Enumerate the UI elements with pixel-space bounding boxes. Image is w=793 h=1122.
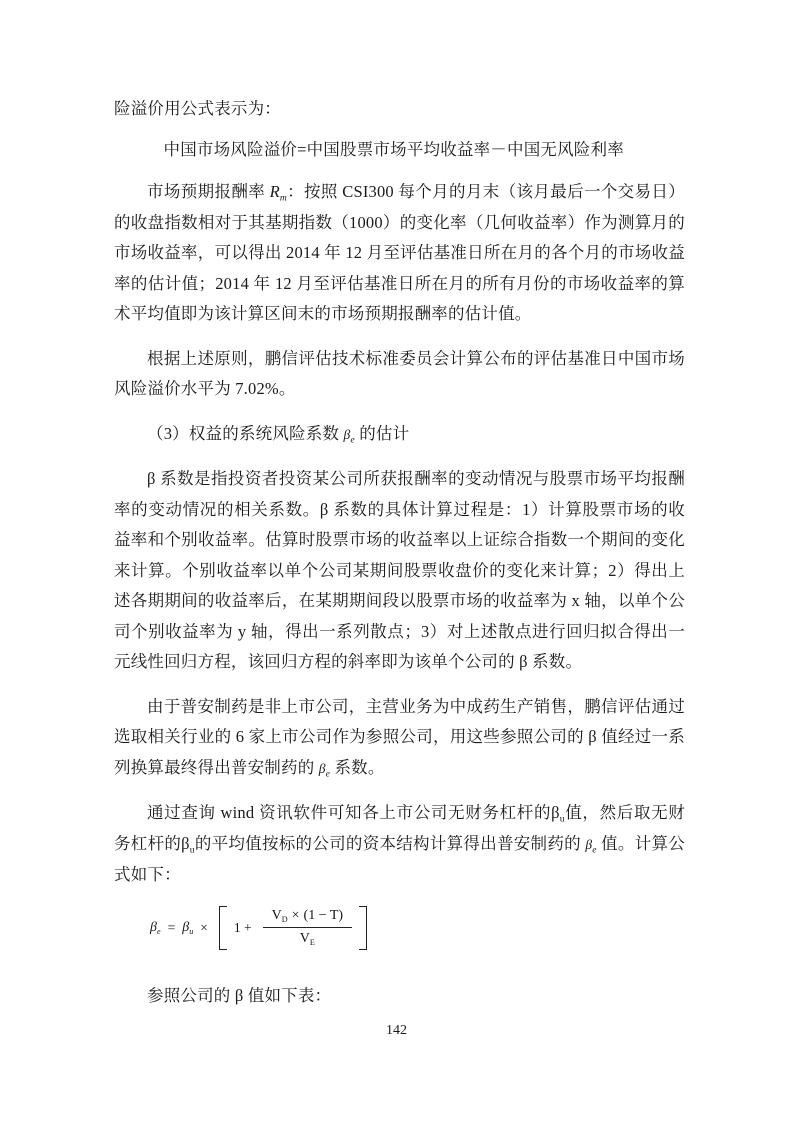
paragraph-expected-market-return: 市场预期报酬率 $R_m$：按照 CSI300 每个月的月末（该月最后一个交易日）的收盘指数相对于其基期指数（1000）的变化率（几何收益率）作为测算月的市场收益率，可以得出 2014 年 12 月至评估基准日所在月的各个月的市场收益率的估计值；2014 年 12 月至评估基准日所在月的所有月份的市场收益率的算术平均值即为该计算区间末的市场预期报酬率的估计值。 (114, 182, 685, 323)
paragraph-wind-query: 通过查询 wind 资讯软件可知各上市公司无财务杠杆的$\beta_u$值，然后取无财务杠杆的$\beta_u$的平均值按标的公司的资本结构计算得出普安制药的 $\beta_e$ 值。计算公式如下： (114, 803, 686, 884)
beta-u-base: β (182, 919, 190, 935)
ve-subscript: E (309, 937, 315, 947)
vd-subscript: D (281, 914, 288, 924)
fraction-denominator (300, 928, 315, 947)
one-plus-term: 1 + (233, 919, 252, 935)
beta-e-subscript: e (156, 926, 161, 936)
multiply-sign: × (200, 919, 208, 935)
paragraph-table-intro: 参照公司的 β 值如下表： (147, 985, 332, 1005)
line-market-risk-premium-equation: 中国市场风险溢价=中国股票市场平均收益率－中国无风险利率 (163, 139, 624, 159)
one-minus-t-term: (1 − T) (303, 908, 344, 923)
beta-e-base: β (150, 919, 157, 935)
beta-u-symbol (182, 920, 193, 936)
levered-beta-formula (150, 899, 685, 957)
paragraph-risk-premium-level: 根据上述原则，鹏信评估技术标准委员会计算公布的评估基准日中国市场风险溢价水平为 7.02%。 (114, 348, 685, 398)
vd-base: V (271, 908, 282, 923)
paragraph-comparable-companies: 由于普安制药是非上市公司，主营业务为中成药生产销售，鹏信评估通过选取相关行业的 6 家上市公司作为参照公司，用这些参照公司的 β 值经过一系列换算最终得出普安制药的 $\beta_e$ 系数。 (114, 696, 685, 779)
right-bracket (359, 906, 367, 950)
left-bracket (219, 906, 227, 950)
numerator-multiply-sign: × (291, 908, 300, 923)
page-number: 142 (386, 1023, 407, 1038)
paragraph-risk-premium-formula-intro: 险溢价用公式表示为： (114, 99, 281, 118)
ve-base: V (299, 931, 310, 946)
equals-sign: = (167, 919, 176, 935)
beta-u-subscript: u (189, 926, 194, 936)
paragraph-beta-definition: β 系数是指投资者投资某公司所获报酬率的变动情况与股票市场平均报酬率的变动情况的相关系数。β 系数的具体计算过程是：1）计算股票市场的收益率和个别收益率。估算时股票市场的收益率以上证综合指数一个期间的变化来计算。个别收益率以单个公司某期间股票收盘价的变化来计算；2）得出上述各期期间的收益率后，在某期期间段以股票市场的收益率为 x 轴，以单个公司个别收益率为 y 轴，得出一系列散点；3）对上述散点进行回归拟合得出一元线性回归方程，该回归方程的斜率即为该单个公司的 β 系数。 (114, 469, 685, 671)
beta-e-symbol (150, 920, 161, 936)
fraction-numerator (263, 908, 352, 928)
page-content (114, 94, 685, 1025)
heading-beta-estimation: （3）权益的系统风险系数 $\beta_e$ 的估计 (147, 423, 410, 445)
fraction (263, 908, 352, 947)
